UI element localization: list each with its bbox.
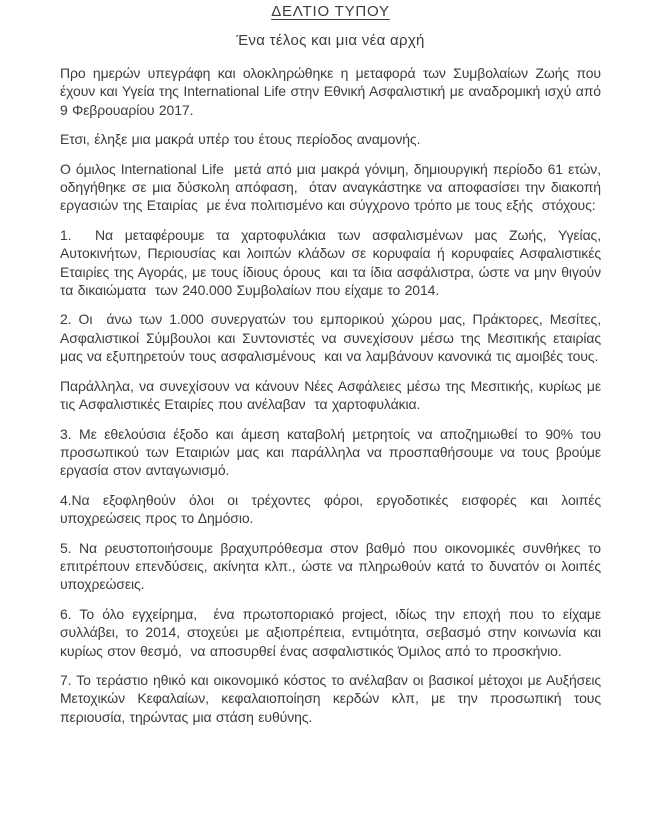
list-item-5-asset-liquidation: 5. Να ρευστοποιήσουμε βραχυπρόθεσμα στον βαθμό που οικονομικές συνθήκες το επιτρέπουν επενδύσεις, ακίνητα κλπ., ώστε να πληρωθούν κατά το δυνατόν οι λοιπές υποχρεώσεις.: [60, 539, 606, 593]
paragraph-waiting-period-ended: Ετσι, έληξε μια μακρά υπέρ του έτους περίοδος αναμονής.: [60, 131, 421, 148]
paragraph-parallel-new-policies: Παράλληλα, να συνεχίσουν να κάνουν Νέες Ασφάλειες μέσω της Μεσιτικής, κυρίως με τις Ασφαλιστικές Εταιρίες που ανέλαβαν τα χαρτοφυλάκια.: [60, 377, 610, 413]
list-item-6-dignified-withdrawal: 6. Το όλο εγχείρημα, ένα πρωτοποριακό project, ιδίως την εποχή που το είχαμε συλλάβει, το 2014, στοχεύει με αξιοπρέπεια, εντιμότητα, σεβασμό στην κοινωνία και κυρίως στον θεσμό, να αποσυρθεί ένας ασφαλιστικός Όμιλος από το προσκήνιο.: [60, 605, 606, 659]
list-item-4-taxes-paid: 4.Να εξοφληθούν όλοι οι τρέχοντες φόροι, εργοδοτικές εισφορές και λοιπές υποχρεώσεις προς το Δημόσιο.: [60, 491, 606, 527]
document-title: ΔΕΛΤΙΟ ΤΥΠΟΥ: [271, 3, 390, 20]
list-item-1-portfolio-transfer: 1. Να μεταφέρουμε τα χαρτοφυλάκια των ασφαλισμένων μας Ζωής, Υγείας, Αυτοκινήτων, Περιουσίας και λοιπών κλάδων σε κορυφαία ή κορυφαίες Ασφαλιστικές Εταιρίες της Αγοράς, με τους ίδιους όρους και τα ίδια ασφάλιστρα, ώστε να μην θιγούν τα δικαιώματα των 240.000 Συμβολαίων που είχαμε το 2014.: [60, 226, 606, 299]
paragraph-group-decision: Ο όμιλος International Life μετά από μια μακρά γόνιμη, δημιουργική περίοδο 61 ετών, οδηγήθηκε σε μια δύσκολη απόφαση, όταν αναγκάστηκε να αποφασίσει την διακοπή εργασιών της Εταιρίας με ένα πολιτισμένο και σύγχρονο τρόπο με τους εξής στόχους:: [60, 160, 610, 214]
document-subtitle: Ένα τέλος και μια νέα αρχή: [236, 32, 425, 49]
list-item-2-partners-continue: 2. Οι άνω των 1.000 συνεργατών του εμπορικού χώρου μας, Πράκτορες, Μεσίτες, Ασφαλιστικοί Σύμβουλοι και Συντονιστές να συνεχίσουν μέσω της Μεσιτικής εταιρίας μας να εξυπηρετούν τους ασφαλισμένους και να λαμβάνουν κανονικά τις αμοιβές τους.: [60, 311, 610, 365]
list-item-7-shareholders-cost: 7. Το τεράστιο ηθικό και οικονομικό κόστος το ανέλαβαν οι βασικοί μέτοχοι με Αυξήσεις Μετοχικών Κεφαλαίων, κεφαλαιοποίηση κερδών κλπ, με την προσωπική τους περιουσία, τηρώντας μια στάση ευθύνης.: [60, 671, 606, 725]
paragraph-transfer-announcement: Προ ημερών υπεγράφη και ολοκληρώθηκε η μεταφορά των Συμβολαίων Ζωής που έχουν και Υγεία της International Life στην Εθνική Ασφαλιστική με αναδρομική ισχύ από 9 Φεβρουαρίου 2017.: [60, 65, 606, 118]
list-item-3-staff-compensation: 3. Με εθελούσια έξοδο και άμεση καταβολή μετρητοίς να αποζημιωθεί το 90% του προσωπικού των Εταιριών μας και παράλληλα να προσπαθήσουμε να τους βρούμε εργασία στον ανταγωνισμό.: [60, 425, 606, 479]
